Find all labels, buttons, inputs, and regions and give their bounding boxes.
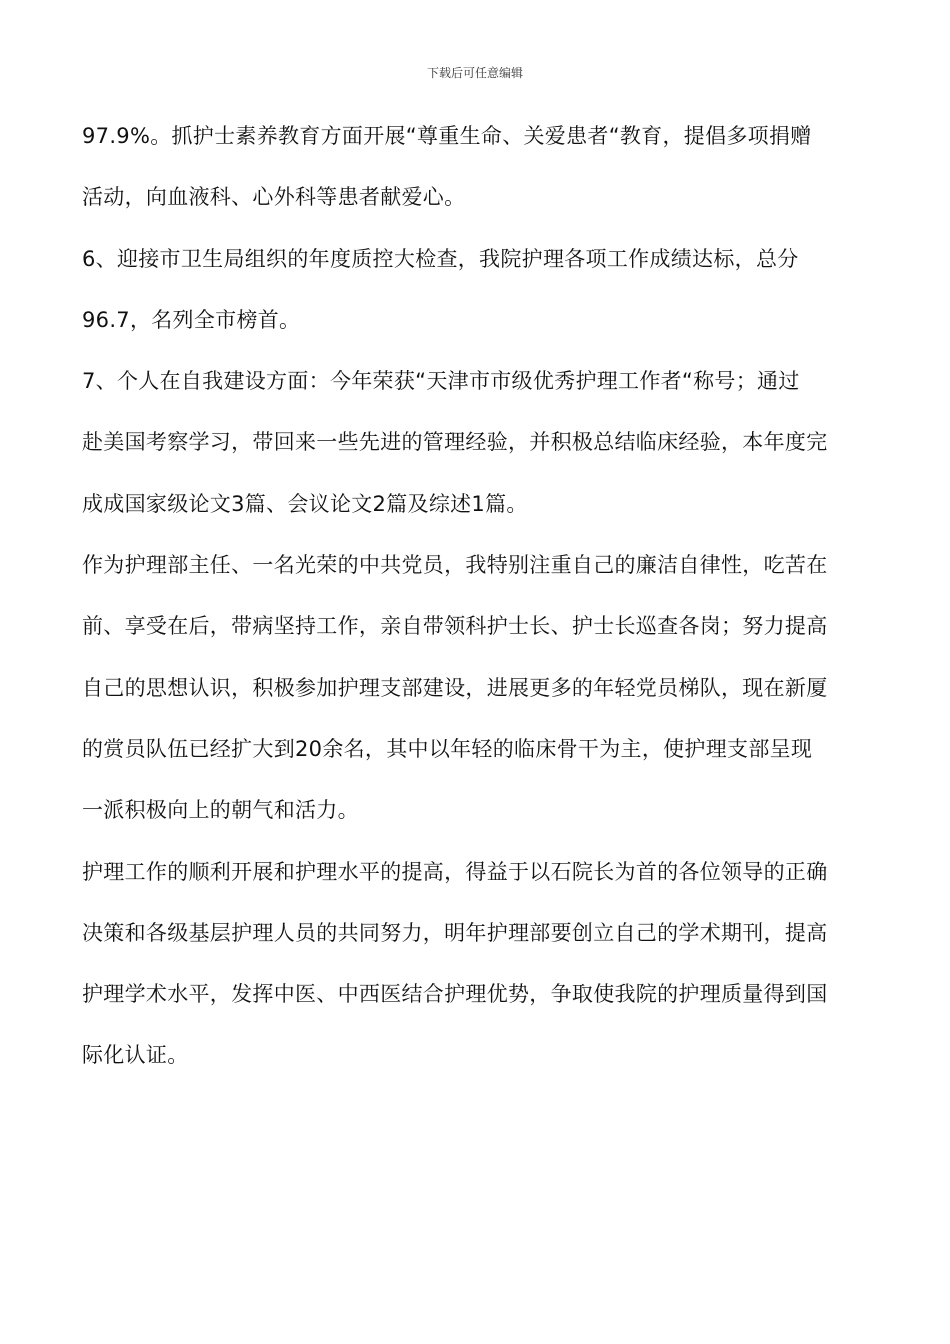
text-line: 的赏员队伍已经扩大到20余名，其中以年轻的临床骨干为主，使护理支部呈现 [82, 736, 813, 761]
text-line: 前、享受在后，带病坚持工作，亲自带领科护士长、护士长巡查各岗；努力提高 [82, 614, 828, 639]
text-line: 自己的思想认识，积极参加护理支部建设，进展更多的年轻党员梯队，现在新厦 [82, 675, 828, 700]
text-line: 赴美国考察学习，带回来一些先进的管理经验，并积极总结临床经验，本年度完 [82, 430, 828, 455]
document-body [82, 106, 872, 1087]
text-line: 7、个人在自我建设方面：今年荣获“天津市市级优秀护理工作者“称号；通过 [82, 369, 800, 394]
text-line: 成成国家级论文3篇、会议论文2篇及综述1篇。 [82, 491, 528, 516]
text-line: 护理工作的顺利开展和护理水平的提高，得益于以石院长为首的各位领导的正确 [82, 859, 828, 884]
page-header: 下载后可任意编辑 [426, 66, 523, 80]
text-line: 决策和各级基层护理人员的共同努力，明年护理部要创立自己的学术期刊，提高 [82, 920, 828, 945]
text-line: 护理学术水平，发挥中医、中西医结合护理优势，争取使我院的护理质量得到国 [82, 982, 828, 1007]
text-line: 际化认证。 [82, 1043, 189, 1068]
text-line: 作为护理部主任、一名光荣的中共党员，我特别注重自己的廉洁自律性，吃苦在 [82, 553, 828, 578]
text-line: 一派积极向上的朝气和活力。 [82, 798, 359, 823]
text-line: 6、迎接市卫生局组织的年度质控大检查，我院护理各项工作成绩达标，总分 [82, 246, 799, 271]
text-line: 97.9%。抓护士素养教育方面开展“尊重生命、关爱患者“教育，提倡多项捐赠 [82, 124, 812, 148]
text-line: 96.7，名列全市榜首。 [82, 307, 301, 332]
text-line: 活动，向血液科、心外科等患者献爱心。 [82, 185, 466, 210]
